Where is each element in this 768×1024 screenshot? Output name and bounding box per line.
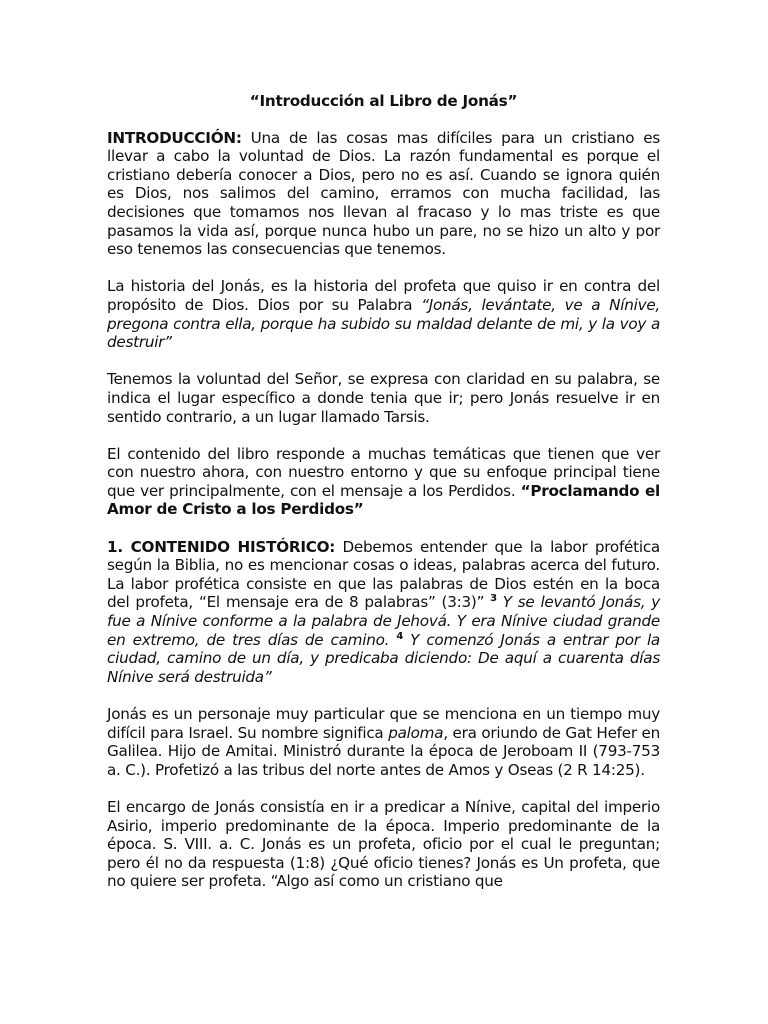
paragraph-voluntad [107, 370, 660, 426]
encargo-text: El encargo de Jonás consistía en ir a predicar a Nínive, capital del imperio Asirio, imperio predominante de la época. Imperio predominante de la época. S. VIII. a. C. Jonás es un profeta, oficio por el cual le preguntan; pero él no da respuesta (1:8) ¿Qué oficio tienes? Jonás es Un profeta, que no quiere ser profeta. “Algo así como un cristiano que [107, 797, 660, 891]
personaje-text-1: Jonás es un personaje muy particular que se menciona en un tiempo muy difícil para Israel. Su nombre significa [107, 705, 660, 742]
personaje-text-2: , era oriundo de Gat Hefer en Galilea. Hijo de Amitai. Ministró durante la época de Jeroboam II (793-753 a. C.). Profetizó a las tribus del norte antes de Amos y Oseas (2 R 14:25). [107, 723, 661, 779]
contenido-text: El contenido del libro responde a muchas temáticas que tienen que ver con nuestro ahora, con nuestro entorno y que su enfoque principal tiene que ver principalmente, con el mensaje a los Perdidos. [107, 444, 660, 500]
historia-quote: “Jonás, levántate, ve a Nínive, pregona contra ella, porque ha subido su maldad delante de mi, y la voy a destruir” [107, 295, 660, 352]
verse-number-3: 3 [490, 593, 497, 605]
verse-number-4: 4 [396, 630, 404, 642]
document-title: “Introducción al Libro de Jonás” [249, 92, 518, 110]
paragraph-encargo [107, 798, 660, 891]
contenido-bold: “Proclamando el Amor de Cristo a los Perdidos” [107, 481, 660, 519]
introduccion-heading: INTRODUCCIÓN: [107, 128, 242, 147]
contenido-historico-heading: 1. CONTENIDO HISTÓRICO: [107, 537, 336, 556]
introduccion-text: Una de las cosas mas difíciles para un cristiano es llevar a cabo la voluntad de Dios. La razón fundamental es porque el cristiano debería conocer a Dios, pero no es así. Cuando se ignora quién es Dios, nos salimos del camino, erramos con mucha facilidad, las decisiones que tomamos nos llevan al fracaso y lo mas triste es que pasamos la vida así, porque nunca hubo un pare, no se hizo un alto y por eso tenemos las consecuencias que tenemos. [107, 128, 660, 259]
voluntad-text: Tenemos la voluntad del Señor, se expresa con claridad en su palabra, se indica el lugar específico a donde tenia que ir; pero Jonás resuelve ir en sentido contrario, a un lugar llamado Tarsis. [107, 370, 660, 426]
contenido-historico-text: Debemos entender que la labor profética según la Biblia, no es mencionar cosas o ideas, palabras acerca del futuro. La labor profética consiste en que las palabras de Dios estén en la boca del profeta, “El mensaje era de 8 palabras” (3:3)” [107, 537, 660, 612]
paragraph-personaje [107, 705, 660, 779]
paragraph-introduccion [107, 129, 660, 259]
verse-quote-3: Y se levantó Jonás, y fue a Nínive conforme a la palabra de Jehová. Y era Nínive ciudad grande en extremo, de tres días de camino. [107, 593, 660, 649]
verse-quote-4: Y comenzó Jonás a entrar por la ciudad, camino de un día, y predicaba diciendo: De aquí a cuarenta días Nínive será destruida” [107, 630, 660, 686]
paragraph-contenido [107, 445, 660, 519]
document-page [107, 92, 660, 910]
personaje-italic: paloma [388, 723, 444, 742]
paragraph-contenido-historico [107, 538, 660, 687]
paragraph-historia [107, 277, 660, 351]
historia-text: La historia del Jonás, es la historia del profeta que quiso ir en contra del propósito de Dios. Dios por su Palabra [107, 277, 660, 314]
